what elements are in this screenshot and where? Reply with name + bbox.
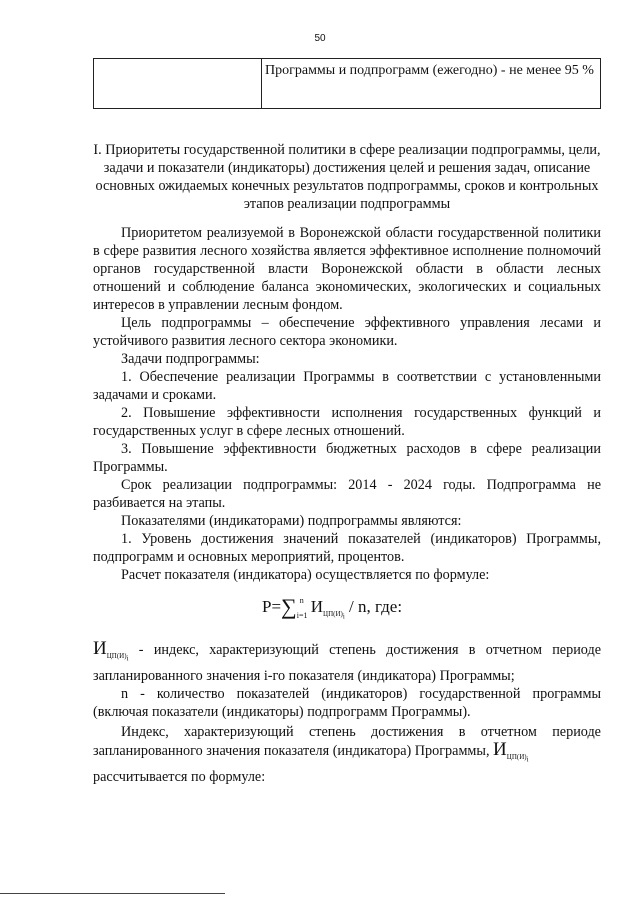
continuation-table: [93, 58, 601, 109]
formula-lhs: P=: [262, 597, 282, 616]
index-subscript-inline: ЦП(И)i: [506, 753, 529, 764]
paragraph-task-1: 1. Обеспечение реализации Программы в соответствии с установленными задачами и сроками.: [93, 369, 601, 403]
formula-index-symbol: И: [310, 597, 324, 616]
paragraph-goal: Цель подпрограммы – обеспечение эффективного управления лесами и устойчивого развития лесного сектора экономики.: [93, 315, 601, 349]
definitions: [93, 640, 601, 786]
footer-rule: [0, 893, 225, 894]
index-symbol-inline: И: [493, 739, 507, 761]
paragraph-indicators-title: Показателями (индикаторами) подпрограммы являются:: [121, 513, 462, 529]
sum-symbol: ∑: [281, 594, 297, 619]
definition-index-calc: Индекс, характеризующий степень достижения в отчетном периоде запланированного значения показателя (индикатора) Программы, $И_{ЦП(И)_i}$: [93, 724, 601, 764]
paragraph-formula-intro: Расчет показателя (индикатора) осуществляется по формуле:: [121, 567, 490, 583]
paragraph-task-3: 3. Повышение эффективности бюджетных расходов в сфере реализации Программы.: [93, 441, 601, 475]
formula: [262, 592, 402, 621]
body-text: [93, 224, 601, 584]
index-subscript: ЦП(И)i: [106, 651, 129, 663]
paragraph-tasks-title: Задачи подпрограммы:: [121, 351, 260, 367]
sum-lower: i=1: [296, 611, 308, 621]
paragraph-term: Срок реализации подпрограммы: 2014 - 2024 годы. Подпрограмма не разбивается на этапы.: [93, 477, 601, 511]
formula-rhs: / n, где:: [344, 597, 403, 616]
sum-upper: n: [299, 596, 304, 606]
page-number: 50: [314, 33, 326, 44]
definition-n: n - количество показателей (индикаторов) государственной программы (включая показатели (индикаторы) подпрограмм Программы).: [93, 686, 601, 721]
index-symbol: И: [93, 638, 107, 659]
paragraph-priority: Приоритетом реализуемой в Воронежской области государственной политики в сфере развития лесного хозяйства является эффективное исполнение полномочий органов государственной власти Воронежской области в области лесных отношений и соблюдение баланса экономических, экологических и социальных интересов в управлении лесным фондом.: [93, 225, 601, 313]
formula-index-subscript: ЦП(И)i: [323, 610, 345, 621]
paragraph-indicator-1: 1. Уровень достижения значений показателей (индикаторов) Программы, подпрограмм и основных мероприятий, процентов.: [93, 531, 601, 565]
definition-tail: рассчитывается по формуле:: [93, 769, 266, 786]
paragraph-task-2: 2. Повышение эффективности исполнения государственных функций и государственных услуг в сфере лесных отношений.: [93, 405, 601, 439]
definition-index: $И_{ЦП(И)_i}$ - индекс, характеризующий степень достижения в отчетном периоде запланированного значения i-го показателя (индикатора) Программы;: [93, 638, 601, 685]
table-cell-left: [94, 59, 262, 109]
sum-limits: [297, 596, 311, 620]
section-heading: I. Приоритеты государственной политики в сфере реализации подпрограммы, цели, задачи и показатели (индикаторы) достижения целей и решения задач, описание основных ожидаемых конечных результатов подпрограммы, сроков и контрольных этапов реализации подпрограммы: [93, 142, 601, 212]
table-cell-right: Программы и подпрограмм (ежегодно) - не менее 95 %: [262, 59, 601, 109]
